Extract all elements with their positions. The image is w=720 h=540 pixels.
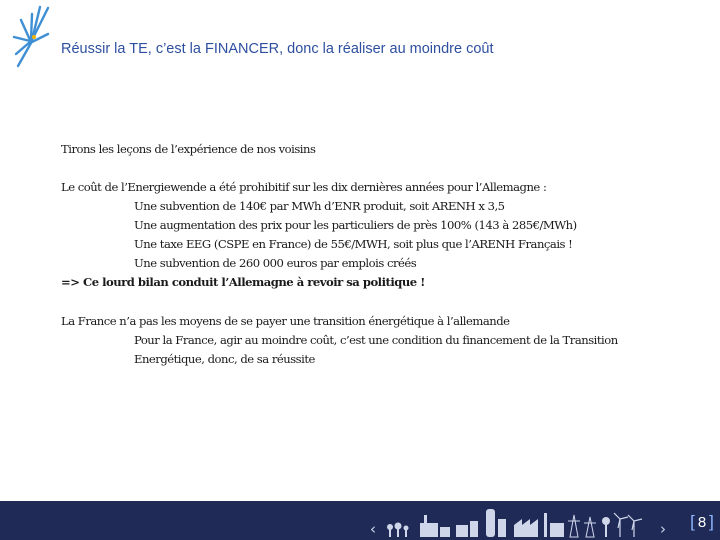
next-arrow-icon[interactable]: › [660,520,666,538]
energy-landscape-icon [368,501,680,540]
germany-point: Une taxe EEG (CSPE en France) de 55€/MWH, soit plus que l’ARENH Français ! [134,237,573,251]
germany-conclusion: => Ce lourd bilan conduit l’Allemagne à revoir sa politique ! [61,275,425,289]
germany-point: Une subvention de 260 000 euros par emplois créés [134,256,417,270]
germany-point: Une augmentation des prix pour les particuliers de près 100% (143 à 285€/MWh) [134,218,577,232]
page-number-value: 8 [697,513,707,531]
footer-bar [0,501,720,540]
germany-point: Une subvention de 140€ par MWh d’ENR produit, soit ARENH x 3,5 [134,199,505,213]
star-burst-logo-icon [8,4,50,72]
germany-intro: Le coût de l’Energiewende a été prohibitif sur les dix dernières années pour l’Allemagne : [61,180,547,194]
prev-arrow-icon[interactable]: ‹ [370,520,376,538]
france-point: Pour la France, agir au moindre coût, c’est une condition du financement de la Transition [134,333,618,347]
slide-content [61,140,701,369]
france-intro: La France n’a pas les moyens de se payer une transition énergétique à l’allemande [61,314,510,328]
section-heading: Tirons les leçons de l’expérience de nos voisins [61,142,316,156]
page-title: Réussir la TE, c’est la FINANCER, donc la réaliser au moindre coût [61,41,494,57]
france-point: Energétique, donc, de sa réussite [134,352,315,366]
page-number: [ 8 ] [690,512,714,531]
